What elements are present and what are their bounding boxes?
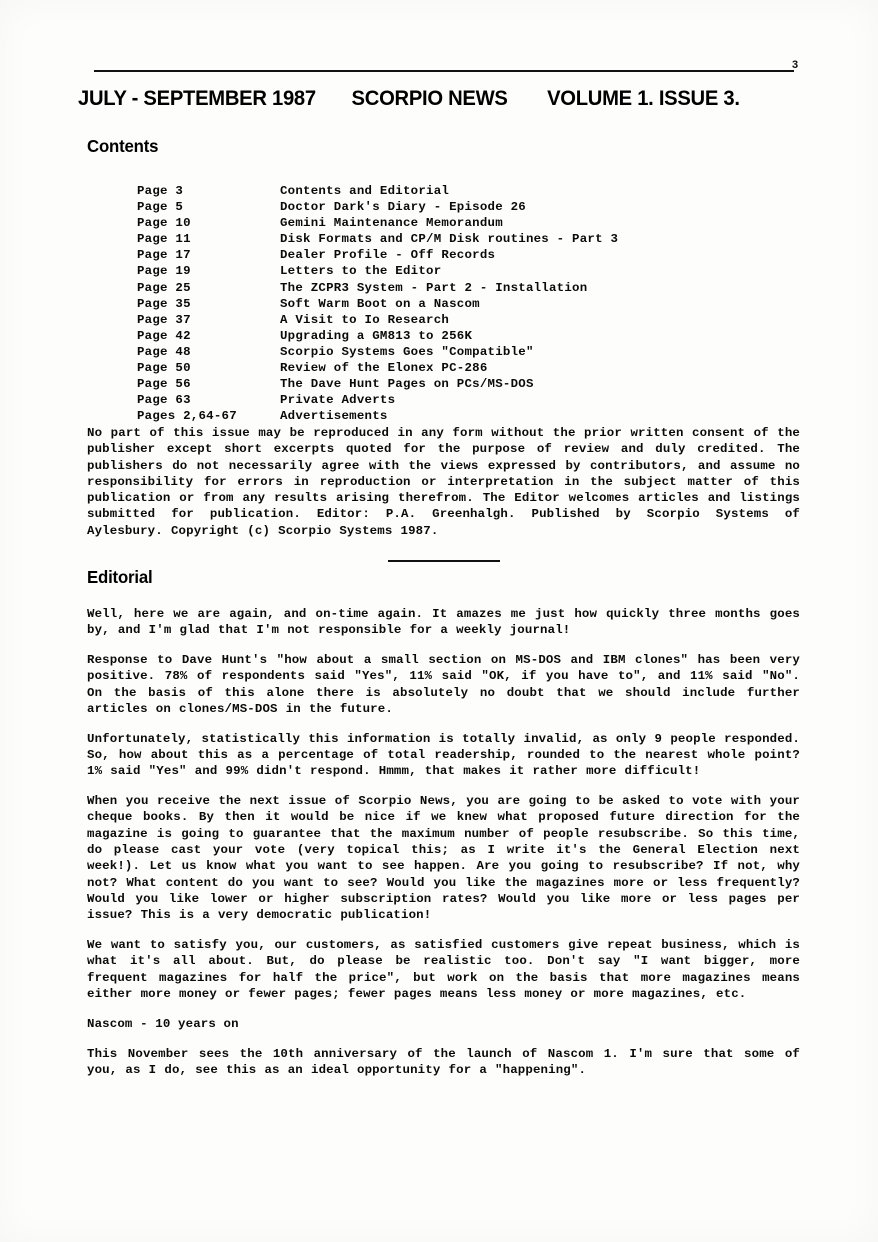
contents-heading: Contents [87, 136, 159, 156]
contents-entry-title: Scorpio Systems Goes "Compatible" [280, 344, 534, 359]
contents-entry [137, 247, 797, 263]
contents-entry [137, 280, 797, 296]
contents-entry-page: Page 56 [137, 377, 191, 392]
editorial-subheading: Nascom - 10 years on [87, 1016, 239, 1031]
editorial-paragraph: Unfortunately, statistically this information is totally invalid, as only 9 people responded. So, how about this as a percentage of total readership, rounded to the nearest whole point? 1% said "Yes" and 99% didn't respond. Hmmm, that makes it rather more difficult! [87, 731, 800, 779]
editorial-paragraph: When you receive the next issue of Scorpio News, you are going to be asked to vote with your cheque books. By then it would be nice if we knew what proposed future direction for the magazine is going to guarantee that the maximum number of people resubscribe. So this time, do please cast your vote (very topical this; as I write it's the General Election next week!). Let us know what you want to see happen. Are you going to resubscribe? If not, why not? What content do you want to see? Would you like the magazines more or less frequently? Would you like lower or higher subscription rates? Would you like more or less pages per issue? This is a very democratic publication! [87, 794, 800, 923]
contents-entry-page: Page 17 [137, 248, 191, 263]
contents-entry-page: Page 48 [137, 344, 191, 359]
contents-entry-page: Page 25 [137, 280, 191, 295]
contents-entry-title: Letters to the Editor [280, 264, 442, 279]
contents-entry-page: Page 3 [137, 184, 184, 198]
contents-entry-title: The Dave Hunt Pages on PCs/MS-DOS [280, 377, 534, 392]
contents-entry [137, 344, 797, 360]
contents-entry-page: Page 10 [137, 216, 191, 231]
contents-entry [137, 312, 797, 328]
contents-entry-title: Contents and Editorial [280, 184, 450, 198]
editorial-closing-paragraph: This November sees the 10th anniversary of the launch of Nascom 1. I'm sure that some of you, as I do, see this as an ideal opportunity for a "happening". [87, 1046, 800, 1077]
contents-entry-title: Doctor Dark's Diary - Episode 26 [280, 200, 526, 215]
contents-entry-title: Upgrading a GM813 to 256K [280, 328, 473, 343]
contents-entry [137, 199, 797, 215]
contents-entry-title: Dealer Profile - Off Records [280, 248, 496, 263]
page-number: 3 [792, 59, 799, 71]
masthead-publication: SCORPIO NEWS [351, 86, 508, 110]
contents-entry-page: Page 5 [137, 200, 184, 215]
contents-entry-title: Disk Formats and CP/M Disk routines - Part 3 [280, 232, 619, 247]
contents-entry-title: Gemini Maintenance Memorandum [280, 216, 503, 231]
contents-entry-page: Page 42 [137, 328, 191, 343]
masthead [78, 86, 774, 111]
masthead-date-range: JULY - SEPTEMBER 1987 [78, 86, 316, 110]
contents-entry [137, 328, 797, 344]
contents-entry [137, 360, 797, 376]
contents-entry [137, 408, 797, 424]
copyright-block [87, 425, 800, 539]
contents-entry [137, 231, 797, 247]
editorial-paragraph: Response to Dave Hunt's "how about a small section on MS-DOS and IBM clones" has been very positive. 78% of respondents said "Yes", 11% said "OK, if you have to", and 11% said "No". On the basis of this alone there is absolutely no doubt that we should include further articles on clones/MS-DOS in the future. [87, 653, 800, 716]
editorial-heading: Editorial [87, 567, 153, 587]
header-horizontal-rule [94, 70, 794, 72]
contents-entry-page: Page 11 [137, 232, 191, 247]
contents-entry-page: Page 37 [137, 312, 191, 327]
contents-entry-page: Page 35 [137, 296, 191, 311]
contents-list [137, 183, 797, 424]
contents-entry [137, 392, 797, 408]
contents-entry-page: Page 63 [137, 393, 191, 408]
masthead-volume-issue: VOLUME 1. ISSUE 3. [547, 86, 740, 110]
contents-entry [137, 296, 797, 312]
contents-entry-title: The ZCPR3 System - Part 2 - Installation [280, 280, 588, 295]
contents-entry-page: Pages 2,64-67 [137, 409, 237, 424]
contents-entry-title: Review of the Elonex PC-286 [280, 361, 488, 376]
contents-entry-page: Page 50 [137, 361, 191, 376]
header-rule-row [0, 60, 878, 78]
editorial-paragraph: We want to satisfy you, our customers, as satisfied customers give repeat business, which is what it's all about. But, do please be realistic too. Don't say "I want bigger, more frequent magazines for half the price", but work on the basis that more magazines means either more money or fewer pages; fewer pages means less money or more magazines, etc. [87, 938, 800, 1001]
copyright-text: No part of this issue may be reproduced in any form without the prior written consent of the publisher except short excerpts quoted for the purpose of review and duly credited. The publishers do not necessarily agree with the views expressed by contributors, and assume no responsibility for errors in reproduction or interpretation in the subject matter of this publication or from any results arising therefrom. The Editor welcomes articles and listings submitted for publication. Editor: P.A. Greenhalgh. Published by Scorpio Systems of Aylesbury. Copyright (c) Scorpio Systems 1987. [87, 426, 800, 538]
editorial-body [87, 606, 800, 1078]
editorial-paragraph: Well, here we are again, and on-time again. It amazes me just how quickly three months goes by, and I'm glad that I'm not responsible for a weekly journal! [87, 607, 800, 638]
contents-entry-title: Soft Warm Boot on a Nascom [280, 296, 480, 311]
contents-entry [137, 376, 797, 392]
section-divider-rule [388, 560, 500, 562]
contents-entry [137, 183, 797, 199]
contents-entry-title: A Visit to Io Research [280, 312, 450, 327]
contents-entry [137, 263, 797, 279]
page-header [0, 59, 878, 110]
contents-entry-title: Advertisements [280, 409, 388, 424]
contents-entry-page: Page 19 [137, 264, 191, 279]
contents-entry [137, 215, 797, 231]
contents-entry-title: Private Adverts [280, 393, 396, 408]
